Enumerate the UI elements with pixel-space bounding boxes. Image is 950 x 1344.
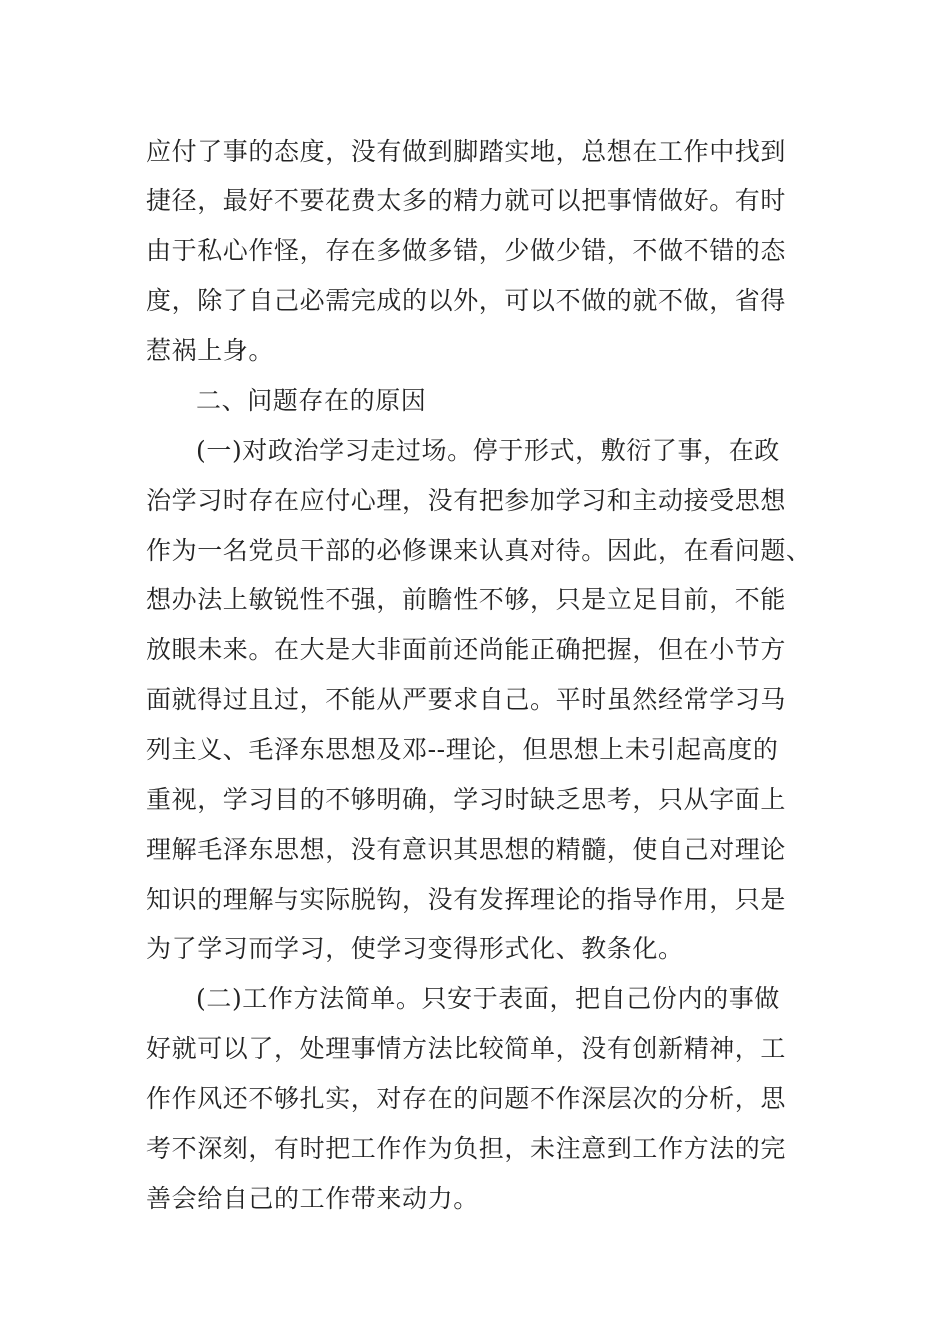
text-line: 治学习时存在应付心理，没有把参加学习和主动接受思想 xyxy=(146,486,787,515)
section-heading: 二、问题存在的原因 xyxy=(196,386,427,415)
text-line: 为了学习而学习，使学习变得形式化、教条化。 xyxy=(146,934,684,963)
text-line: 放眼未来。在大是大非面前还尚能正确把握，但在小节方 xyxy=(146,635,787,664)
text-line: 由于私心作怪，存在多做多错，少做少错，不做不错的态 xyxy=(146,236,787,265)
text-line: 善会给自己的工作带来动力。 xyxy=(146,1184,479,1213)
text-line: 度，除了自己必需完成的以外，可以不做的就不做，省得 xyxy=(146,286,787,315)
text-line: 捷径，最好不要花费太多的精力就可以把事情做好。有时 xyxy=(146,186,787,215)
text-line: 考不深刻，有时把工作作为负担，未注意到工作方法的完 xyxy=(146,1134,787,1163)
text-line: 列主义、毛泽东思想及邓--理论，但思想上未引起高度的 xyxy=(146,735,779,764)
text-line: 好就可以了，处理事情方法比较简单，没有创新精神，工 xyxy=(146,1034,787,1063)
text-line: 知识的理解与实际脱钩，没有发挥理论的指导作用，只是 xyxy=(146,885,787,914)
text-line: 想办法上敏锐性不强，前瞻性不够，只是立足目前，不能 xyxy=(146,585,787,614)
text-line: 作作风还不够扎实，对存在的问题不作深层次的分析，思 xyxy=(146,1084,787,1113)
paragraph-first-line: (二)工作方法简单。只安于表面，把自己份内的事做 xyxy=(196,984,780,1013)
text-line: 应付了事的态度，没有做到脚踏实地，总想在工作中找到 xyxy=(146,137,787,166)
text-line: 惹祸上身。 xyxy=(146,336,275,365)
paragraph-first-line: (一)对政治学习走过场。停于形式，敷衍了事，在政 xyxy=(196,436,780,465)
text-line: 重视，学习目的不够明确，学习时缺乏思考，只从字面上 xyxy=(146,785,787,814)
text-line: 理解毛泽东思想，没有意识其思想的精髓，使自己对理论 xyxy=(146,835,787,864)
text-line: 面就得过且过，不能从严要求自己。平时虽然经常学习马 xyxy=(146,685,787,714)
text-line: 作为一名党员干部的必修课来认真对待。因此，在看问题、 xyxy=(146,536,812,565)
